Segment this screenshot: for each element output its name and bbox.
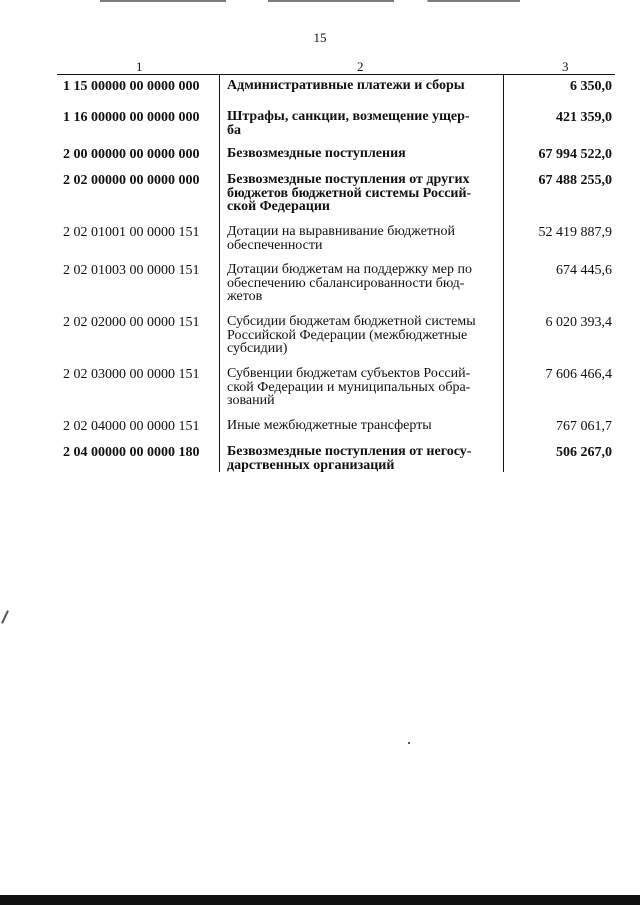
revenue-name: Безвозмездные поступления от негосу- дарственных организаций — [227, 444, 472, 473]
page-number: 15 — [313, 30, 327, 45]
table-header — [57, 59, 615, 75]
amount: 52 419 887,9 — [538, 225, 612, 240]
scan-speck — [408, 742, 410, 744]
budget-code: 2 02 00000 00 0000 000 — [63, 173, 200, 188]
revenue-name: Иные межбюджетные трансферты — [227, 418, 432, 433]
budget-code: 2 00 00000 00 0000 000 — [63, 147, 200, 162]
amount: 506 267,0 — [556, 445, 612, 460]
column-header-2: 2 — [357, 59, 364, 74]
amount: 767 061,7 — [556, 419, 612, 434]
amount: 6 020 393,4 — [545, 315, 612, 330]
revenue-name: Субсидии бюджетам бюджетной системы Российской Федерации (межбюджетные субсидии) — [227, 314, 476, 356]
scan-artifact-bottom — [0, 895, 640, 905]
amount: 6 350,0 — [570, 79, 612, 94]
budget-code: 2 02 01003 00 0000 151 — [63, 263, 200, 278]
amount: 7 606 466,4 — [545, 367, 612, 382]
amount: 67 994 522,0 — [538, 147, 612, 162]
budget-code: 2 02 01001 00 0000 151 — [63, 225, 200, 240]
revenue-name: Безвозмездные поступления — [227, 146, 406, 161]
budget-code: 1 15 00000 00 0000 000 — [63, 79, 200, 94]
budget-code: 2 04 00000 00 0000 180 — [63, 445, 200, 460]
budget-code: 2 02 02000 00 0000 151 — [63, 315, 200, 330]
revenue-name: Безвозмездные поступления от других бюджетов бюджетной системы Россий- ской Федерации — [227, 172, 472, 214]
scan-speck — [1, 610, 9, 624]
revenue-name: Административные платежи и сборы — [227, 78, 465, 93]
budget-code: 1 16 00000 00 0000 000 — [63, 110, 200, 125]
budget-code: 2 02 04000 00 0000 151 — [63, 419, 200, 434]
amount: 67 488 255,0 — [538, 173, 612, 188]
revenue-name: Субвенции бюджетам субъектов Россий- ской Федерации и муниципальных обра- зований — [227, 366, 471, 408]
revenue-name: Дотации бюджетам на поддержку мер по обеспечению сбалансированности бюд- жетов — [227, 262, 472, 304]
column-header-3: 3 — [562, 59, 569, 74]
revenue-name: Дотации на выравнивание бюджетной обеспеченности — [227, 224, 456, 253]
revenue-name: Штрафы, санкции, возмещение ущер- ба — [227, 109, 470, 138]
amount: 674 445,6 — [556, 263, 612, 278]
budget-code: 2 02 03000 00 0000 151 — [63, 367, 200, 382]
column-header-1: 1 — [136, 59, 143, 74]
amount: 421 359,0 — [556, 110, 612, 125]
scan-artifact-top — [100, 0, 520, 2]
column-divider-1 — [219, 74, 220, 472]
